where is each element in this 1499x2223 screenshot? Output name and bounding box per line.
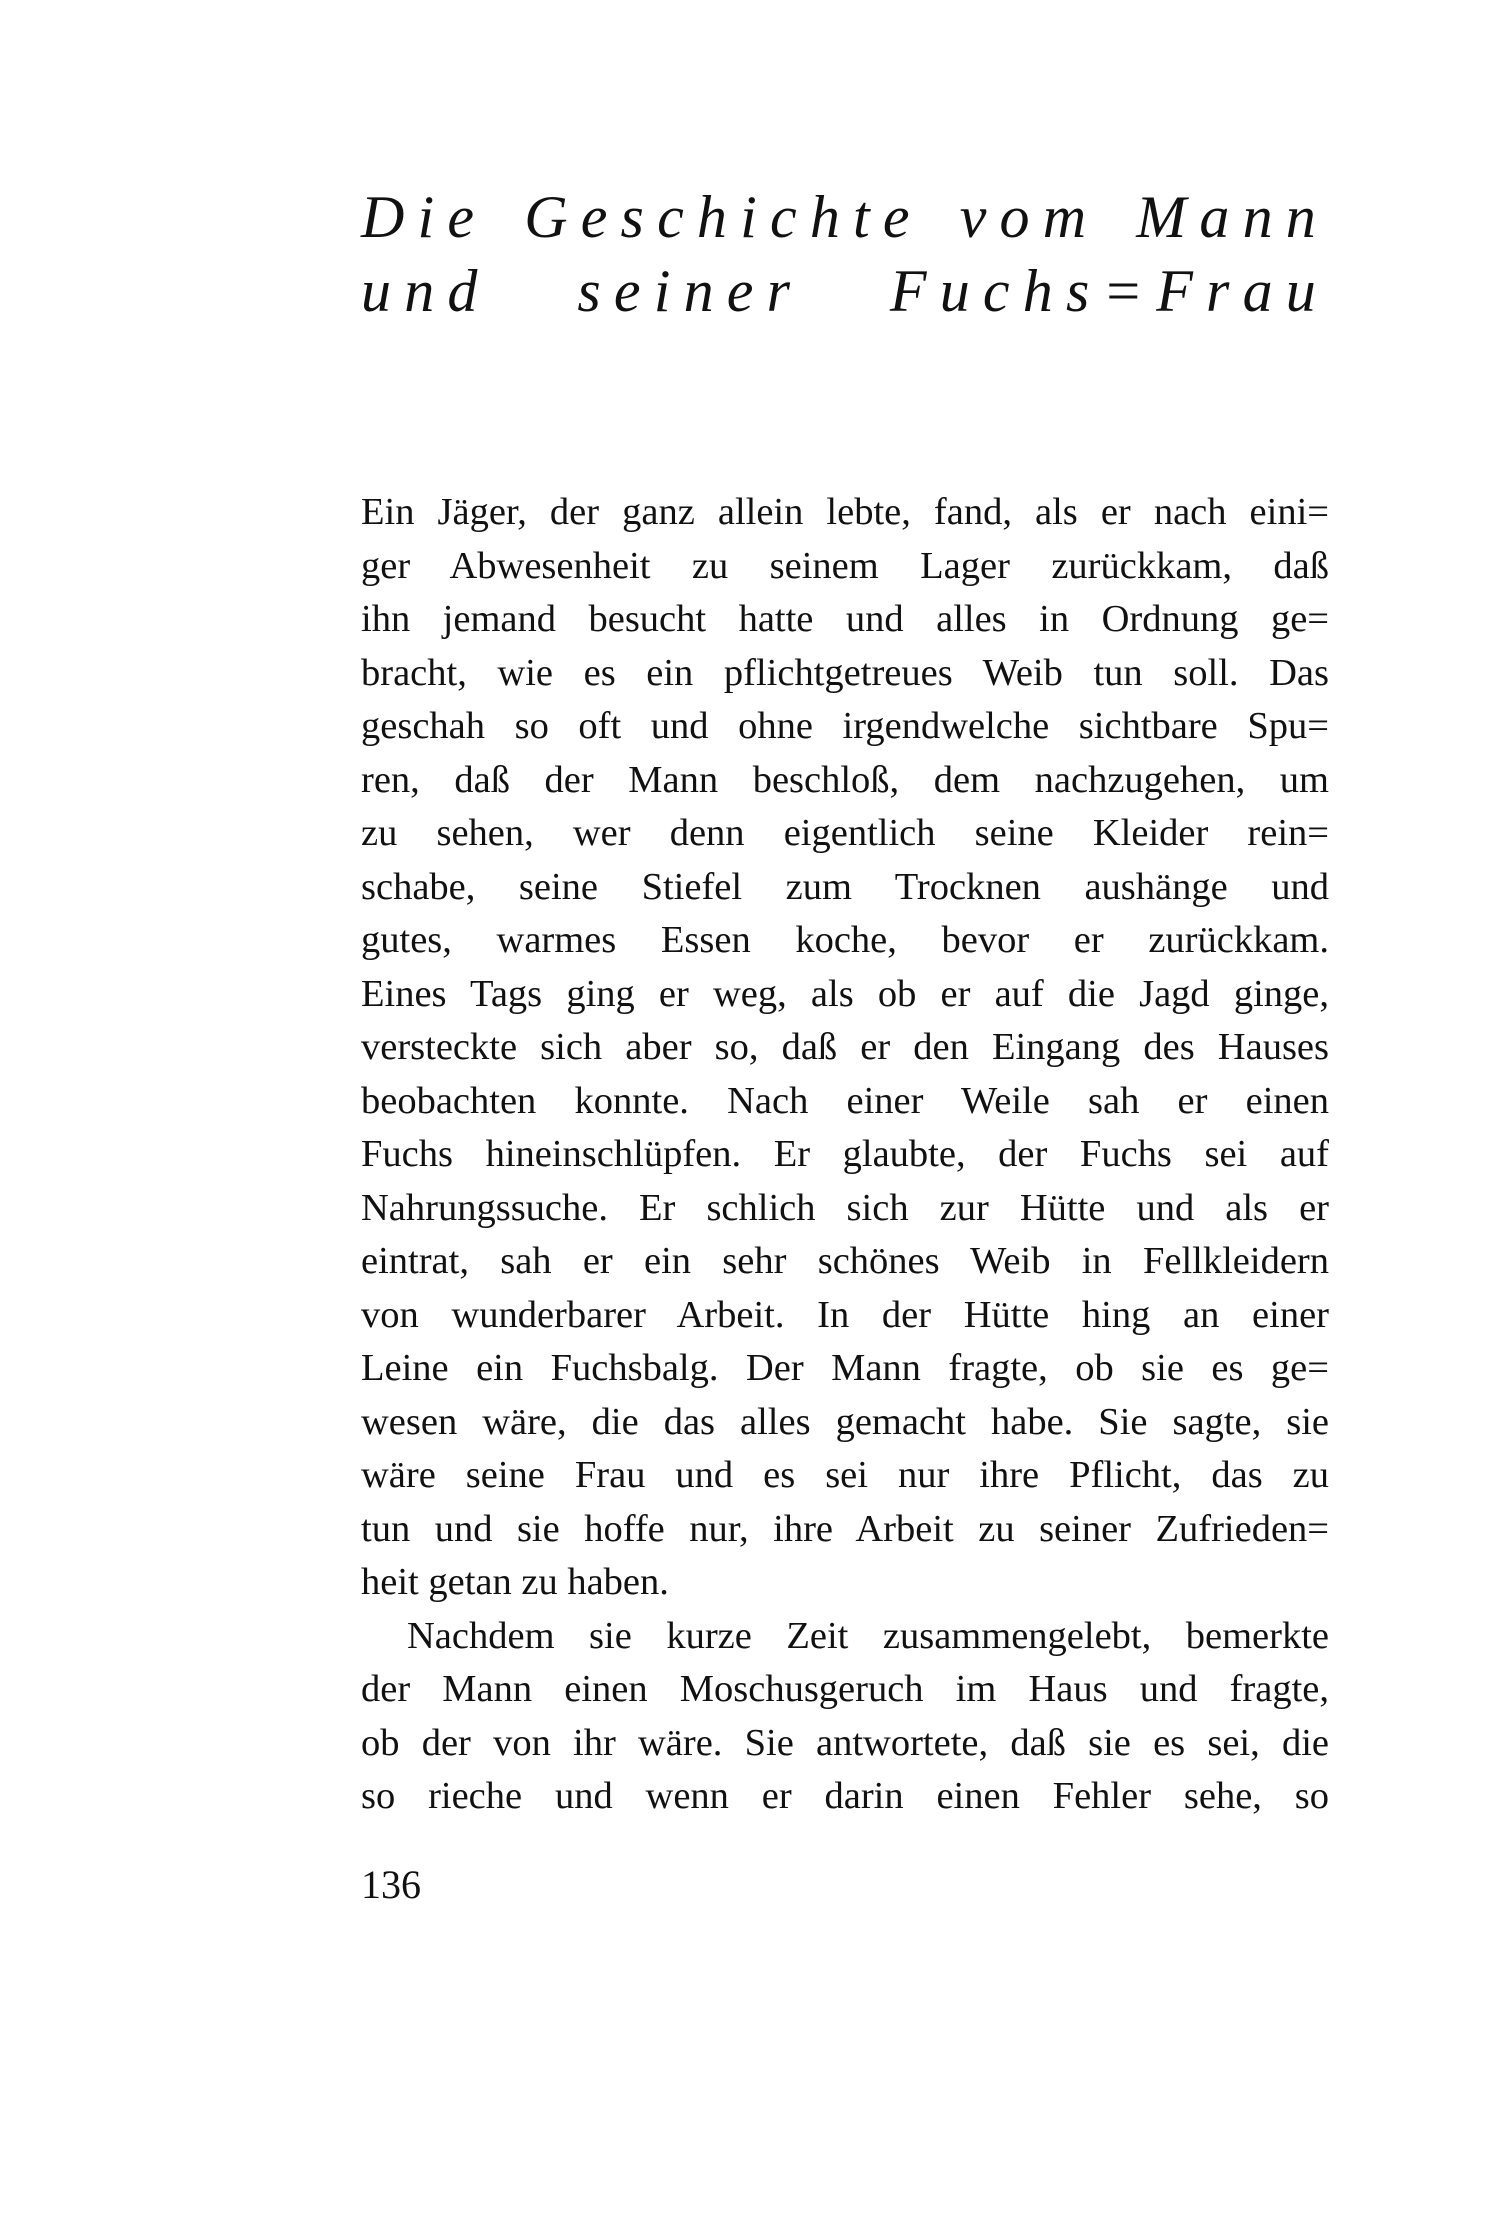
text-line: der Mann einen Moschusgeruch im Haus und fragte, — [361, 1668, 1329, 1710]
chapter-title-line-2: und seiner Fuchs=Frau — [361, 258, 1329, 324]
text-line: von wunderbarer Arbeit. In der Hütte hing an einer — [361, 1293, 1329, 1336]
text-line: ob der von ihr wäre. Sie antwortete, daß sie es sei, die — [361, 1721, 1329, 1764]
text-line: Nahrungssuche. Er schlich sich zur Hütte und als er — [361, 1186, 1329, 1229]
text-line: Eines Tags ging er weg, als ob er auf die Jagd ginge, — [361, 972, 1329, 1015]
text-line: gutes, warmes Essen koche, bevor er zurückkam. — [361, 919, 1329, 961]
text-line: Leine ein Fuchsbalg. Der Mann fragte, ob sie es ge= — [361, 1347, 1329, 1389]
text-line: schabe, seine Stiefel zum Trocknen aushänge und — [361, 865, 1329, 908]
text-line: eintrat, sah er ein sehr schönes Weib in Fellkleidern — [361, 1240, 1329, 1282]
body-text — [361, 486, 1329, 1824]
text-line: versteckte sich aber so, daß er den Eingang des Hauses — [361, 1026, 1329, 1068]
text-line: bracht, wie es ein pflichtgetreues Weib tun soll. Das — [361, 651, 1329, 694]
text-line: Ein Jäger, der ganz allein lebte, fand, als er nach eini= — [361, 491, 1329, 533]
text-line: wesen wäre, die das alles gemacht habe. Sie sagte, sie — [361, 1400, 1329, 1443]
text-line: zu sehen, wer denn eigentlich seine Kleider rein= — [361, 812, 1329, 854]
text-line: heit getan zu haben. — [361, 1561, 669, 1603]
chapter-title — [361, 180, 1329, 328]
text-line: Nachdem sie kurze Zeit zusammengelebt, bemerkte — [407, 1614, 1329, 1657]
text-line: ren, daß der Mann beschloß, dem nachzugehen, um — [361, 758, 1329, 801]
text-line: Fuchs hineinschlüpfen. Er glaubte, der Fuchs sei auf — [361, 1133, 1329, 1175]
page-number: 136 — [361, 1862, 421, 1907]
chapter-title-line-1: Die Geschichte vom Mann — [361, 184, 1329, 250]
text-line: tun und sie hoffe nur, ihre Arbeit zu seiner Zufrieden= — [361, 1507, 1329, 1550]
text-line: wäre seine Frau und es sei nur ihre Pflicht, das zu — [361, 1454, 1329, 1496]
text-line: beobachten konnte. Nach einer Weile sah er einen — [361, 1079, 1329, 1122]
text-line: so rieche und wenn er darin einen Fehler sehe, so — [361, 1775, 1329, 1817]
text-line: ihn jemand besucht hatte und alles in Ordnung ge= — [361, 598, 1329, 640]
text-line: ger Abwesenheit zu seinem Lager zurückkam, daß — [361, 544, 1329, 587]
text-line: geschah so oft und ohne irgendwelche sichtbare Spu= — [361, 705, 1329, 747]
